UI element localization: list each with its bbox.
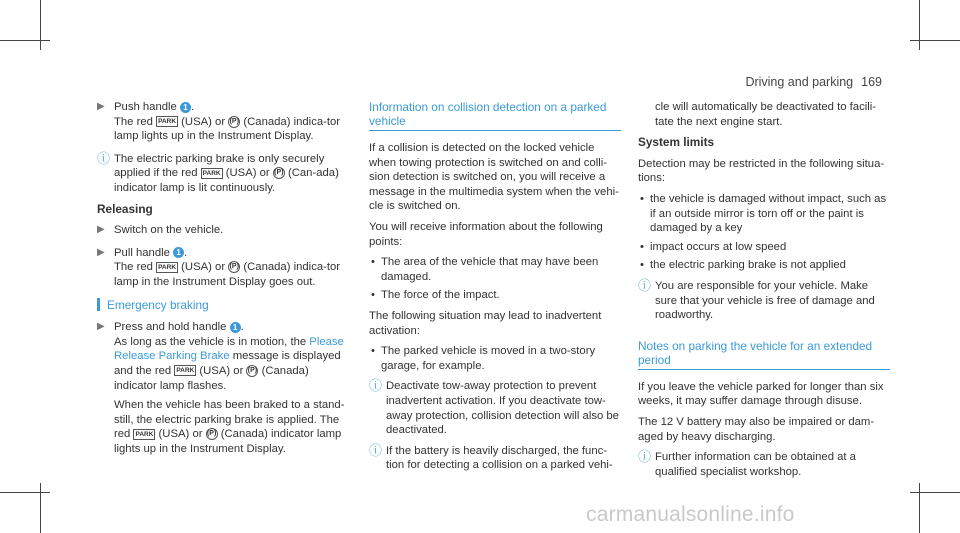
- arrow-icon: ▶: [97, 321, 105, 333]
- info-note: ⓘ Further information can be obtained at a qualified specialist workshop.: [638, 449, 856, 478]
- page-number: 169: [861, 75, 882, 89]
- instruction-step: ▶ Switch on the vehicle.: [97, 224, 224, 237]
- crop-mark: [40, 0, 41, 50]
- park-icon: PARK: [135, 430, 154, 438]
- instruction-step: ▶ Press and hold handle 1 . As long as the vehicle is in motion, the Please Release Parking Brake message is displayed and the red PARK (USA) or (P) (Canada) indicator lamp flashes. When the vehicle has been braked to a stand-still, the electric parking brake is applied. The red PARK (USA) or (P) (Canada) indicator lamp lights up in the Instrument Display.: [97, 321, 345, 455]
- releasing-heading: Releasing: [97, 201, 153, 216]
- instruction-step: ▶ Push handle 1 . The red PARK (USA) or (P) (Canada) indica-tor lamp lights up in the Instrument Display.: [97, 101, 341, 143]
- info-note: ⓘ If the battery is heavily discharged, the func-tion for detecting a collision on a parked vehi-: [369, 442, 613, 472]
- page-header: [745, 75, 882, 89]
- emergency-braking-heading: Emergency braking: [97, 298, 349, 313]
- park-icon: PARK: [176, 367, 195, 375]
- paragraph: The following situation may lead to inadvertent activation:: [369, 309, 602, 337]
- arrow-icon: ▶: [97, 246, 105, 258]
- info-icon: ⓘ: [369, 442, 383, 458]
- park-icon: PARK: [158, 118, 177, 126]
- info-icon: ⓘ: [638, 449, 652, 465]
- column-middle: [369, 100, 621, 479]
- crop-mark: [0, 40, 50, 41]
- crop-mark: [919, 483, 920, 533]
- info-note: ⓘ Deactivate tow-away protection to prevent inadvertent activation. If you deactivate tow-away protection, collision detection will also be deactivated.: [369, 378, 619, 437]
- bullet-list: [369, 344, 621, 373]
- section-bar: [97, 298, 100, 311]
- callout-badge: 1: [230, 322, 241, 333]
- list-item: • The force of the impact.: [371, 289, 500, 302]
- note-continuation: cle will automatically be deactivated to facili-tate the next engine start.: [655, 101, 877, 128]
- parking-brake-icon: (P): [273, 167, 285, 179]
- crop-mark: [0, 492, 50, 493]
- list-item: • The parked vehicle is moved in a two-story garage, for example.: [371, 345, 596, 372]
- park-icon: PARK: [202, 169, 221, 177]
- collision-detection-heading: Information on collision detection on a parked vehicle: [369, 100, 621, 131]
- bullet-list: [638, 192, 890, 273]
- paragraph: You will receive information about the following points:: [369, 220, 603, 248]
- info-icon: ⓘ: [638, 277, 652, 293]
- system-limits-heading: System limits: [638, 135, 715, 150]
- callout-badge: 1: [173, 247, 184, 258]
- paragraph: If a collision is detected on the locked vehicle when towing protection is switched on and colli-sion detection is switched on, you will receive a message in the multimedia system when the vehi-cle is switched on.: [369, 142, 619, 213]
- list-item: • The area of the vehicle that may have been damaged.: [371, 256, 599, 283]
- crop-mark: [919, 0, 920, 50]
- list-item: • the vehicle is damaged without impact, such as if an outside mirror is torn off or the paint is damaged by a key: [640, 192, 887, 235]
- info-note: ⓘ You are responsible for your vehicle. Make sure that your vehicle is free of damage and roadworthy.: [638, 277, 875, 322]
- arrow-icon: ▶: [97, 101, 105, 112]
- extended-parking-heading: Notes on parking the vehicle for an extended period: [638, 339, 890, 370]
- info-icon: ⓘ: [369, 378, 383, 394]
- crop-mark: [910, 492, 960, 493]
- bullet-list: [369, 255, 621, 303]
- paragraph: Detection may be restricted in the following situa-tions:: [638, 157, 885, 185]
- info-icon: ⓘ: [97, 150, 111, 166]
- list-item: • impact occurs at low speed: [640, 240, 787, 253]
- column-left: [97, 100, 349, 464]
- display-message-link[interactable]: Please Release Parking Brake: [114, 335, 344, 363]
- crop-mark: [40, 483, 41, 533]
- list-item: • the electric parking brake is not applied: [640, 259, 846, 272]
- info-note: ⓘ The electric parking brake is only securely applied if the red PARK (USA) or (P) (Can-ada) indicator lamp is lit continuously.: [97, 150, 339, 194]
- watermark: carmanualsonline.info: [586, 503, 795, 526]
- parking-brake-icon: (P): [246, 365, 258, 377]
- paragraph: If you leave the vehicle parked for longer than six weeks, it may suffer damage through disuse.: [638, 380, 884, 408]
- parking-brake-icon: (P): [206, 428, 218, 440]
- instruction-step: ▶ Pull handle 1 . The red PARK (USA) or (P) (Canada) indica-tor lamp in the Instrument Display goes out.: [97, 246, 341, 288]
- section-title: Driving and parking: [745, 75, 854, 89]
- crop-mark: [910, 40, 960, 41]
- column-right: [638, 100, 890, 485]
- parking-brake-icon: (P): [228, 116, 240, 128]
- paragraph: The 12 V battery may also be impaired or dam-aged by heavy discharging.: [638, 415, 875, 443]
- parking-brake-icon: (P): [228, 261, 240, 273]
- arrow-icon: ▶: [97, 224, 105, 236]
- park-icon: PARK: [158, 263, 177, 271]
- callout-badge: 1: [180, 102, 191, 113]
